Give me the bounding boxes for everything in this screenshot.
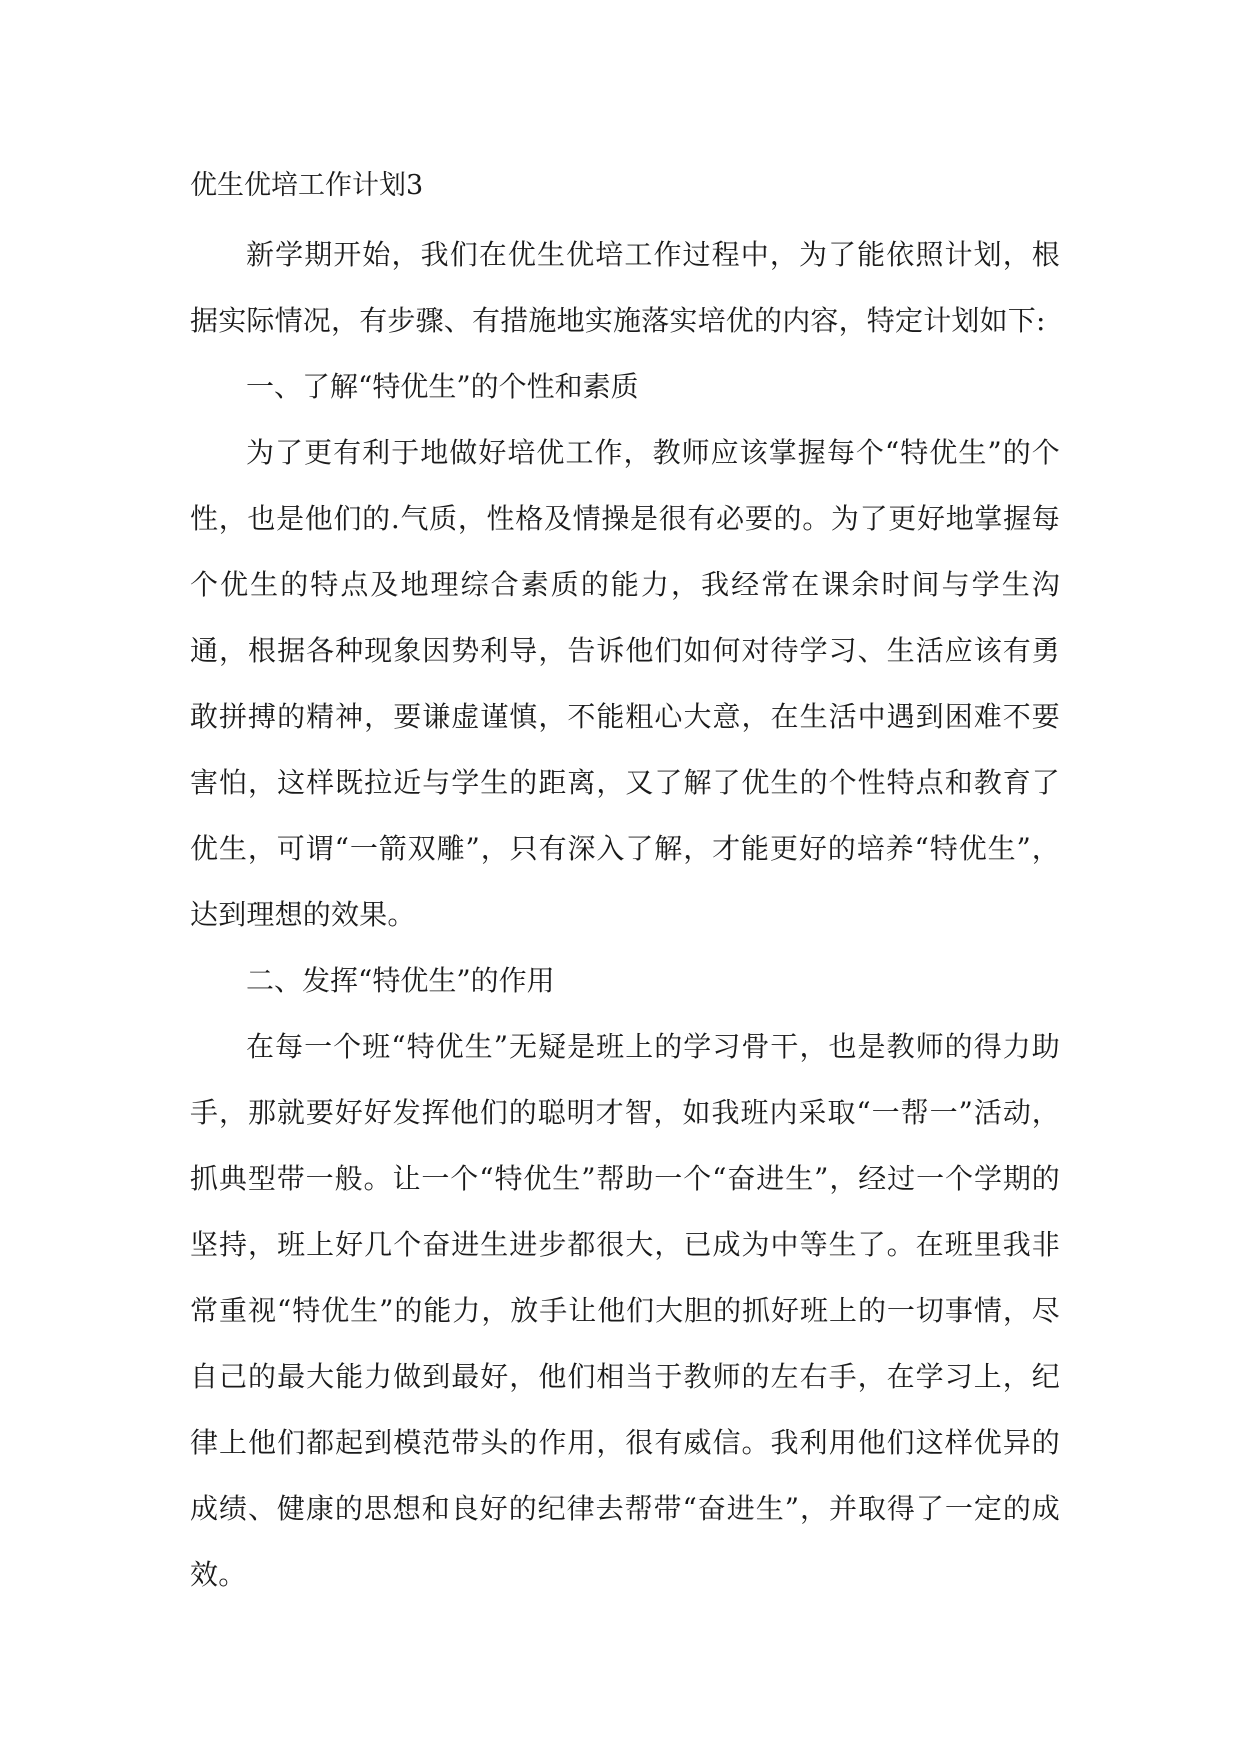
section-2-body: 在每一个班“特优生”无疑是班上的学习骨干，也是教师的得力助手，那就要好好发挥他们的聪明才智，如我班内采取“一帮一”活动，抓典型带一般。让一个“特优生”帮助一个“奋进生”，经过一个学期的坚持，班上好几个奋进生进步都很大，已成为中等生了。在班里我非常重视“特优生”的能力，放手让他们大胆的抓好班上的一切事情，尽自己的最大能力做到最好，他们相当于教师的左右手，在学习上，纪律上他们都起到模范带头的作用，很有威信。我利用他们这样优异的成绩、健康的思想和良好的纪律去帮带“奋进生”，并取得了一定的成效。 (190, 1030, 1060, 1591)
section-2-heading: 二、发挥“特优生”的作用 (246, 964, 555, 997)
document-title: 优生优培工作计划3 (190, 170, 424, 201)
intro-paragraph: 新学期开始，我们在优生优培工作过程中，为了能依照计划，根据实际情况，有步骤、有措施地实施落实培优的内容，特定计划如下: (190, 238, 1060, 337)
section-1-heading: 一、了解“特优生”的个性和素质 (246, 370, 639, 403)
section-1-body: 为了更有利于地做好培优工作，教师应该掌握每个“特优生”的个性，也是他们的.气质，性格及情操是很有必要的。为了更好地掌握每个优生的特点及地理综合素质的能力，我经常在课余时间与学生沟通，根据各种现象因势利导，告诉他们如何对待学习、生活应该有勇敢拼搏的精神，要谦虚谨慎，不能粗心大意，在生活中遇到困难不要害怕，这样既拉近与学生的距离，又了解了优生的个性特点和教育了优生，可谓“一箭双雕”，只有深入了解，才能更好的培养“特优生”，达到理想的效果。 (190, 436, 1060, 931)
document-page (190, 160, 1060, 1608)
